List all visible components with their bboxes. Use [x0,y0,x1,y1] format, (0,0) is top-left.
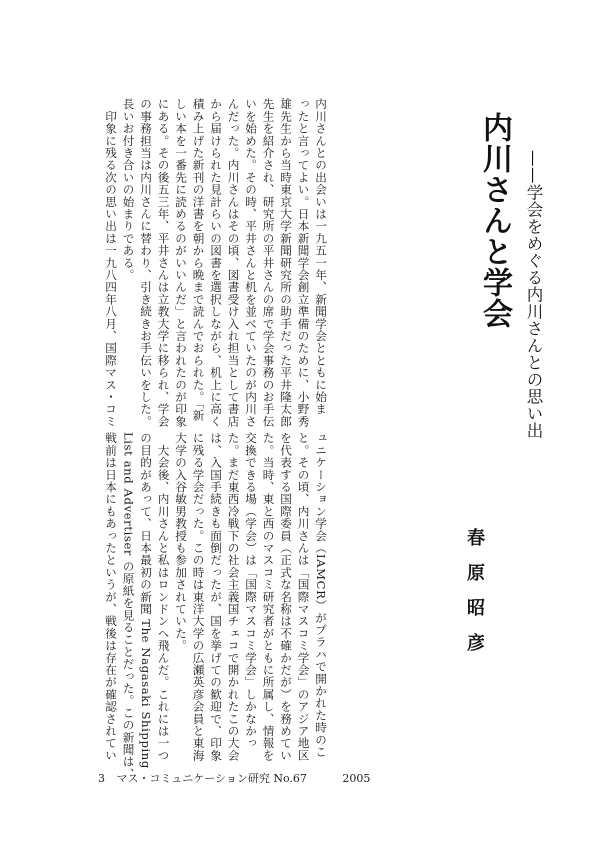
body-line: を代表する国際委員（正式な名称は不確かだが）を務めてい [279,432,293,762]
body-line: にある。その後五三年、平井さんは立教大学に移られ、学会 [156,98,171,428]
publication-year: 2005 [342,772,371,785]
body-line: の事務担当は内川さんに替わり、引き続きお手伝いをした。 [139,98,153,428]
journal-name: マス・コミュニケーション研究 No.67 [116,772,307,785]
body-line: 積み上げた新刊の洋書を朝から晩まで読んでおられた。「新 [191,98,206,422]
body-line: んだった。内川さんはその頃、図書受け入れ担当として書店 [226,98,241,428]
body-line: 交換できる場（学会）は「国際マスコミ学会」しかなかっ [244,432,258,750]
body-line: た。まだ東西冷戦下の社会主義国チェコで開かれたこの大会 [226,432,241,762]
body-line: は、入国手続きも面倒だったが、国を挙げての歓迎で、印象 [209,432,223,762]
article-subtitle: ——学会をめぐる内川さんとの思い出 [524,150,543,439]
body-line: しい本を一番先に読めるのがいいんだ」と言われたのが印象 [174,98,188,428]
body-line: ュニケーション学会（IAMCR）がプラハで開かれた時のこ [314,432,328,759]
body-line: List and Advertiser の原紙を見ることだった。この新聞は、 [121,432,136,780]
author-name: 春原昭彦 [464,528,485,668]
body-line: 印象に残る次の思い出は一九八四年八月、国際マス・コミ [104,98,118,428]
body-line: から届けられた見計らいの図書を選択しながら、机上に高く [209,98,223,428]
body-line: の目的があって、日本最初の新聞 The Nagasaki Shipping [139,432,153,769]
body-line: に残る学会だった。この時は東洋大学の広瀬英彦会員と東海 [191,432,206,762]
body-line: 大会後、内川さんと私はロンドンへ飛んだ。これには一つ [156,432,171,762]
body-line: 内川さんとの出会いは一九五一年、新聞学会とともに始ま [314,98,328,416]
body-line: 戦前は日本にもあったというが、戦後は存在が確認されてい [104,432,118,762]
body-line: いを始めた。その時、平井さんと机を並べていたのが内川さ [244,98,258,428]
body-text-lower [102,432,330,780]
body-text-upper [102,98,330,427]
body-line: た。当時、東と西のマスコミ研究者がともに所属し、情報を [261,432,276,762]
body-line: と。その頃、内川さんは「国際マスコミ学会」のアジア地区 [296,432,311,762]
page-footer [98,770,370,786]
body-line: 長いお付き合いの始まりである。 [121,98,136,281]
body-line: ったと言ってよい。日本新聞学会創立準備のために、小野秀 [296,98,311,428]
body-line: 雄先生から当時東京大学新聞研究所の助手だった平井隆太郎 [279,98,293,428]
page-number: 3 [98,772,105,785]
article-title: 内川さんと学会 [477,112,512,329]
body-line: 大学の入谷敏男教授も参加されていた。 [174,432,188,652]
body-line: 先生を紹介され、研究所の平井さんの席で学会事務のお手伝 [261,98,276,428]
